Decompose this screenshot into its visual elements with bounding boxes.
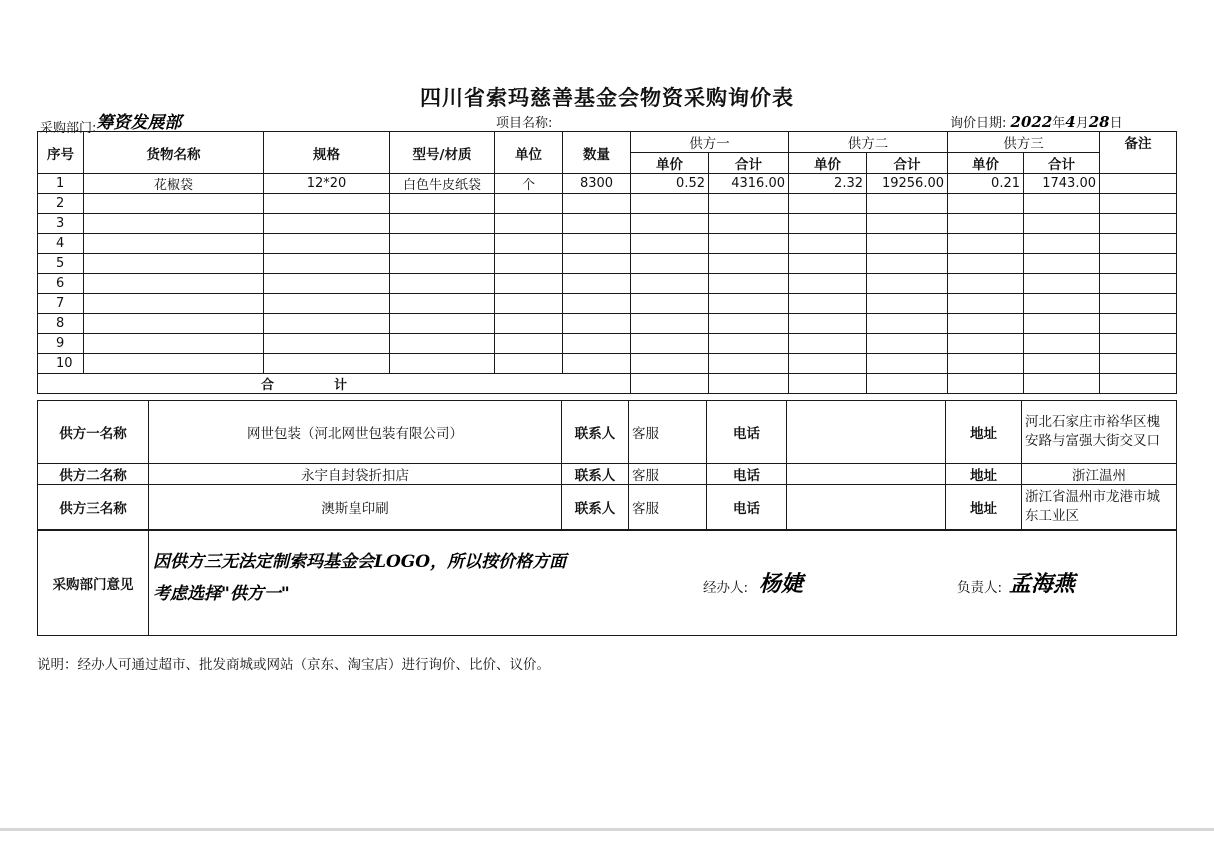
supplier1-contact-label: 联系人 [562,401,629,464]
cell-t2: 19256.00 [867,174,948,194]
cell-p3 [948,194,1024,214]
cell-p2 [789,294,867,314]
supplier3-contact-label: 联系人 [562,485,629,530]
cell-seq: 4 [38,234,84,254]
opinion-line-2: 考虑选择"供方一" [153,584,290,604]
cell-goods [84,354,264,374]
table-row [38,294,1177,314]
total-cell [789,374,867,394]
cell-t3 [1024,294,1100,314]
cell-spec [264,354,390,374]
cell-spec [264,274,390,294]
cell-unit [495,274,563,294]
cell-spec [264,334,390,354]
cell-t1 [709,274,789,294]
total-cell [1024,374,1100,394]
table-row [38,214,1177,234]
cell-t2 [867,334,948,354]
cell-seq: 5 [38,254,84,274]
cell-goods [84,214,264,234]
date-day-unit: 日 [1109,116,1123,131]
date-field [950,112,1123,131]
cell-goods [84,254,264,274]
supplier3-phone-label: 电话 [707,485,787,530]
cell-t3 [1024,234,1100,254]
cell-t1: 4316.00 [709,174,789,194]
opinion-line-1: 因供方三无法定制索玛基金会LOGO，所以按价格方面 [153,552,567,572]
cell-goods [84,334,264,354]
cell-model [390,334,495,354]
responsible-signature: 孟海燕 [1009,571,1076,597]
supplier3-name: 澳斯皇印刷 [149,485,562,530]
cell-model [390,254,495,274]
cell-unit [495,314,563,334]
supplier2-contact: 客服 [629,464,707,485]
cell-spec [264,194,390,214]
cell-spec [264,294,390,314]
project-field [496,112,552,131]
cell-remark [1100,214,1177,234]
cell-t2 [867,254,948,274]
cell-p2 [789,354,867,374]
supplier2-name: 永宇自封袋折扣店 [149,464,562,485]
supplier1-name: 网世包装（河北网世包装有限公司） [149,401,562,464]
header-supplier1: 供方一 [631,132,789,153]
scan-edge-divider [0,828,1214,831]
header-qty: 数量 [563,132,631,174]
date-day: 28 [1088,113,1110,131]
total-cell [867,374,948,394]
supplier3-address: 浙江省温州市龙港市城东工业区 [1022,485,1177,530]
cell-unit [495,354,563,374]
cell-t2 [867,274,948,294]
cell-remark [1100,254,1177,274]
cell-p3 [948,254,1024,274]
header-subtotal-1: 合计 [709,153,789,174]
cell-p2 [789,334,867,354]
cell-p2 [789,314,867,334]
total-cell [631,374,709,394]
cell-goods: 花椒袋 [84,174,264,194]
cell-remark [1100,234,1177,254]
header-supplier3: 供方三 [948,132,1100,153]
supplier-table [37,400,1177,530]
cell-qty [563,334,631,354]
cell-qty: 8300 [563,174,631,194]
cell-model [390,354,495,374]
responsible-label: 负责人: [957,580,1003,596]
supplier1-address: 河北石家庄市裕华区槐安路与富强大街交叉口 [1022,401,1177,464]
cell-t2 [867,354,948,374]
cell-qty [563,314,631,334]
page-title: 四川省索玛慈善基金会物资采购询价表 [420,86,794,110]
header-unit: 单位 [495,132,563,174]
cell-p3 [948,274,1024,294]
cell-spec [264,254,390,274]
cell-remark [1100,294,1177,314]
total-cell [709,374,789,394]
table-row [38,194,1177,214]
cell-p1 [631,314,709,334]
cell-model [390,274,495,294]
cell-seq: 6 [38,274,84,294]
cell-t2 [867,214,948,234]
opinion-content [149,531,1177,636]
cell-p1 [631,254,709,274]
supplier2-address: 浙江温州 [1022,464,1177,485]
cell-t3: 1743.00 [1024,174,1100,194]
cell-t3 [1024,214,1100,234]
supplier1-phone [787,401,946,464]
dept-value: 筹资发展部 [96,113,182,133]
table-row [38,314,1177,334]
cell-seq: 8 [38,314,84,334]
dept-label: 采购部门: [40,121,97,136]
table-row [38,254,1177,274]
supplier2-address-label: 地址 [946,464,1022,485]
cell-t1 [709,214,789,234]
cell-unit [495,254,563,274]
cell-qty [563,254,631,274]
cell-goods [84,314,264,334]
date-year-unit: 年 [1052,116,1066,131]
cell-p3 [948,234,1024,254]
cell-t1 [709,314,789,334]
cell-seq: 1 [38,174,84,194]
cell-qty [563,274,631,294]
table-row [38,234,1177,254]
cell-t3 [1024,354,1100,374]
cell-spec [264,214,390,234]
cell-p1: 0.52 [631,174,709,194]
footnote: 说明：经办人可通过超市、批发商城或网站（京东、淘宝店）进行询价、比价、议价。 [37,657,550,673]
header-supplier2: 供方二 [789,132,948,153]
cell-seq: 7 [38,294,84,314]
cell-spec [264,234,390,254]
header-spec: 规格 [264,132,390,174]
cell-t2 [867,294,948,314]
cell-p3 [948,294,1024,314]
cell-t2 [867,314,948,334]
cell-remark [1100,354,1177,374]
cell-p2 [789,194,867,214]
cell-t3 [1024,254,1100,274]
cell-spec [264,314,390,334]
cell-seq: 2 [38,194,84,214]
cell-qty [563,354,631,374]
cell-t3 [1024,194,1100,214]
cell-qty [563,194,631,214]
cell-p1 [631,334,709,354]
supplier2-contact-label: 联系人 [562,464,629,485]
cell-p3 [948,314,1024,334]
cell-qty [563,294,631,314]
cell-unit [495,334,563,354]
cell-p3 [948,334,1024,354]
table-row [38,354,1177,374]
cell-unit [495,234,563,254]
cell-remark [1100,274,1177,294]
supplier3-label: 供方三名称 [38,485,149,530]
supplier1-phone-label: 电话 [707,401,787,464]
cell-remark [1100,314,1177,334]
opinion-table [37,530,1177,636]
total-cell [948,374,1024,394]
cell-remark [1100,194,1177,214]
total-label: 合计 [38,374,631,394]
supplier2-phone [787,464,946,485]
supplier1-contact: 客服 [629,401,707,464]
header-remark-sub [1100,153,1177,174]
cell-p1 [631,194,709,214]
supplier2-phone-label: 电话 [707,464,787,485]
cell-seq: 9 [38,334,84,354]
cell-t3 [1024,314,1100,334]
cell-seq: 3 [38,214,84,234]
cell-model: 白色牛皮纸袋 [390,174,495,194]
cell-t1 [709,294,789,314]
cell-p1 [631,274,709,294]
header-subtotal-3: 合计 [1024,153,1100,174]
cell-model [390,234,495,254]
cell-remark [1100,174,1177,194]
cell-t2 [867,234,948,254]
date-month-unit: 月 [1075,116,1089,131]
header-seq: 序号 [38,132,84,174]
cell-model [390,294,495,314]
table-row [38,334,1177,354]
header-model: 型号/材质 [390,132,495,174]
cell-seq: 10 [38,354,84,374]
total-cell [1100,374,1177,394]
header-unit-price-2: 单价 [789,153,867,174]
cell-t1 [709,254,789,274]
cell-p2: 2.32 [789,174,867,194]
cell-model [390,194,495,214]
cell-goods [84,274,264,294]
cell-p1 [631,214,709,234]
cell-p1 [631,354,709,374]
date-year: 2022 [1010,113,1053,131]
cell-p3: 0.21 [948,174,1024,194]
header-goods: 货物名称 [84,132,264,174]
cell-p2 [789,234,867,254]
cell-t3 [1024,334,1100,354]
cell-remark [1100,334,1177,354]
cell-goods [84,294,264,314]
cell-unit [495,294,563,314]
cell-t1 [709,194,789,214]
table-row [38,174,1177,194]
cell-t1 [709,354,789,374]
cell-qty [563,214,631,234]
cell-model [390,314,495,334]
project-label: 项目名称: [496,116,553,131]
handler-signature: 杨婕 [759,571,804,597]
header-remark: 备注 [1100,132,1177,153]
cell-model [390,214,495,234]
cell-p3 [948,214,1024,234]
date-month: 4 [1065,113,1076,131]
header-subtotal-2: 合计 [867,153,948,174]
supplier3-phone [787,485,946,530]
header-unit-price-1: 单价 [631,153,709,174]
cell-unit [495,214,563,234]
cell-p1 [631,294,709,314]
supplier1-label: 供方一名称 [38,401,149,464]
cell-t1 [709,334,789,354]
cell-unit [495,194,563,214]
cell-goods [84,194,264,214]
cell-p1 [631,234,709,254]
header-unit-price-3: 单价 [948,153,1024,174]
supplier3-contact: 客服 [629,485,707,530]
supplier3-address-label: 地址 [946,485,1022,530]
cell-p2 [789,254,867,274]
opinion-label: 采购部门意见 [38,531,149,636]
cell-unit: 个 [495,174,563,194]
cell-p3 [948,354,1024,374]
cell-t1 [709,234,789,254]
cell-t3 [1024,274,1100,294]
date-label: 询价日期: [950,116,1007,131]
supplier1-address-label: 地址 [946,401,1022,464]
cell-spec: 12*20 [264,174,390,194]
quote-table [37,131,1177,394]
table-row [38,274,1177,294]
supplier2-label: 供方二名称 [38,464,149,485]
handler-label: 经办人: [703,580,749,596]
cell-goods [84,234,264,254]
cell-qty [563,234,631,254]
cell-p2 [789,274,867,294]
cell-p2 [789,214,867,234]
cell-t2 [867,194,948,214]
